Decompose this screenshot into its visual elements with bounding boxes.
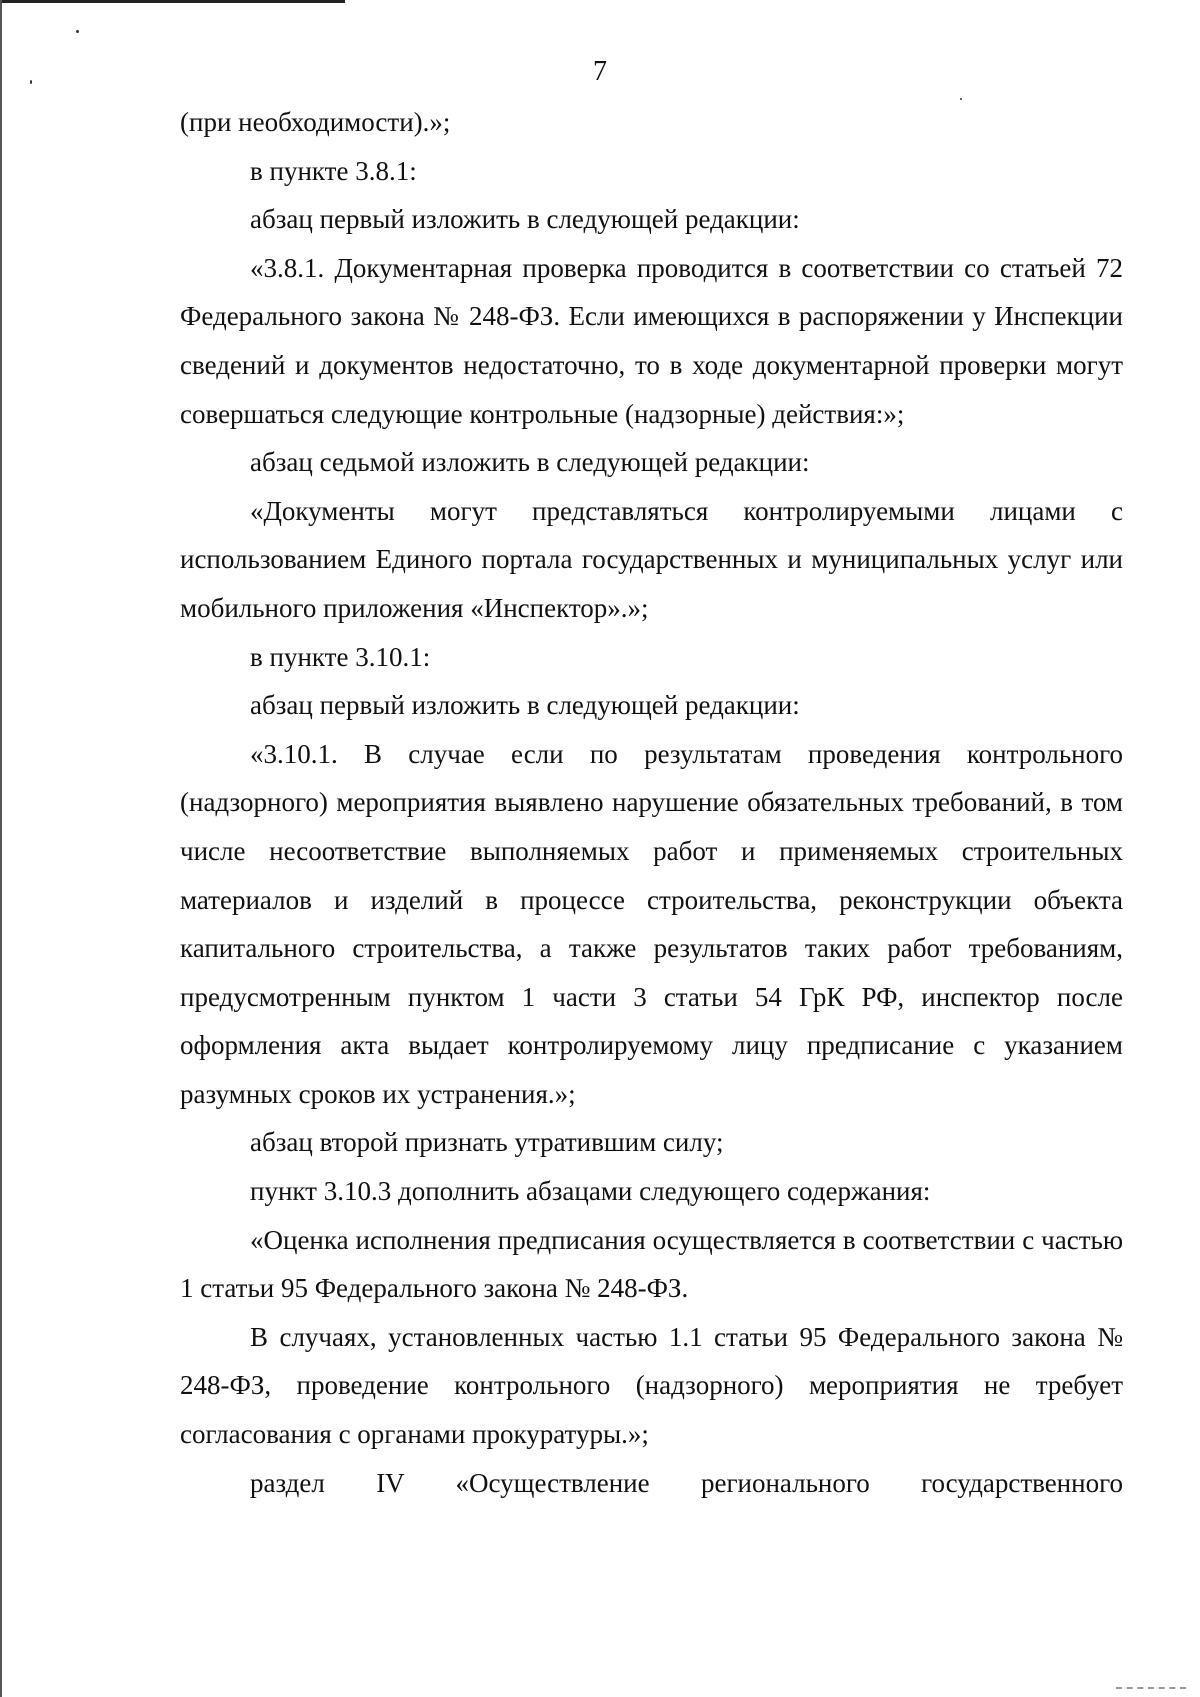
scan-border-left xyxy=(0,0,2,1697)
scan-speck xyxy=(30,80,32,84)
paragraph-instruction: абзац второй признать утратившим силу; xyxy=(250,1127,724,1158)
paragraph-quote-cases: В случаях, установленных частью 1.1 статьи 95 Федерального закона № 248-ФЗ, проведение контрольного (надзорного) мероприятия не требует согласования с органами прокуратуры.»; xyxy=(180,1321,1123,1450)
paragraph-item-3-8-1: в пункте 3.8.1: xyxy=(250,155,417,186)
paragraph-instruction: абзац первый изложить в следующей редакции: xyxy=(250,204,800,235)
paragraph-instruction: абзац седьмой изложить в следующей редакции: xyxy=(250,447,810,478)
page-number: 7 xyxy=(593,56,607,87)
scan-border-bottom xyxy=(1116,1687,1186,1691)
paragraph-continuation: (при необходимости).»; xyxy=(180,107,451,137)
scan-border-top xyxy=(0,0,345,3)
paragraph-quote-documents: «Документы могут представляться контролируемыми лицами с использованием Единого портала государственных и муниципальных услуг или мобильного приложения «Инспектор».»; xyxy=(180,495,1123,623)
paragraph-section-iv: раздел IV «Осуществление регионального государственного xyxy=(250,1467,1123,1498)
paragraph-quote-3-8-1: «3.8.1. Документарная проверка проводится в соответствии со статьей 72 Федерального закона № 248-ФЗ. Если имеющихся в распоряжении у Инспекции сведений и документов недостаточно, то в ходе документарной проверки могут совершаться следующие контрольные (надзорные) действия:»; xyxy=(180,252,1123,429)
paragraph-instruction: пункт 3.10.3 дополнить абзацами следующего содержания: xyxy=(250,1176,931,1207)
document-body xyxy=(180,98,1123,1507)
paragraph-item-3-10-1: в пункте 3.10.1: xyxy=(250,641,431,672)
paragraph-quote-3-10-1: «3.10.1. В случае если по результатам проведения контрольного (надзорного) мероприятия выявлено нарушение обязательных требований, в том числе несоответствие выполняемых работ и применяемых строительных материалов и изделий в процессе строительства, реконструкции объекта капитального строительства, а также результатов таких работ требованиям, предусмотренным пунктом 1 части 3 статьи 54 ГрК РФ, инспектор после оформления акта выдает контролируемому лицу предписание с указанием разумных сроков их устранения.»; xyxy=(180,738,1123,1109)
page-number-container xyxy=(0,54,1200,90)
scan-speck xyxy=(76,30,79,33)
paragraph-quote-evaluation: «Оценка исполнения предписания осуществляется в соответствии с частью 1 статьи 95 Федерального закона № 248-ФЗ. xyxy=(180,1224,1123,1304)
paragraph-instruction: абзац первый изложить в следующей редакции: xyxy=(250,690,800,721)
